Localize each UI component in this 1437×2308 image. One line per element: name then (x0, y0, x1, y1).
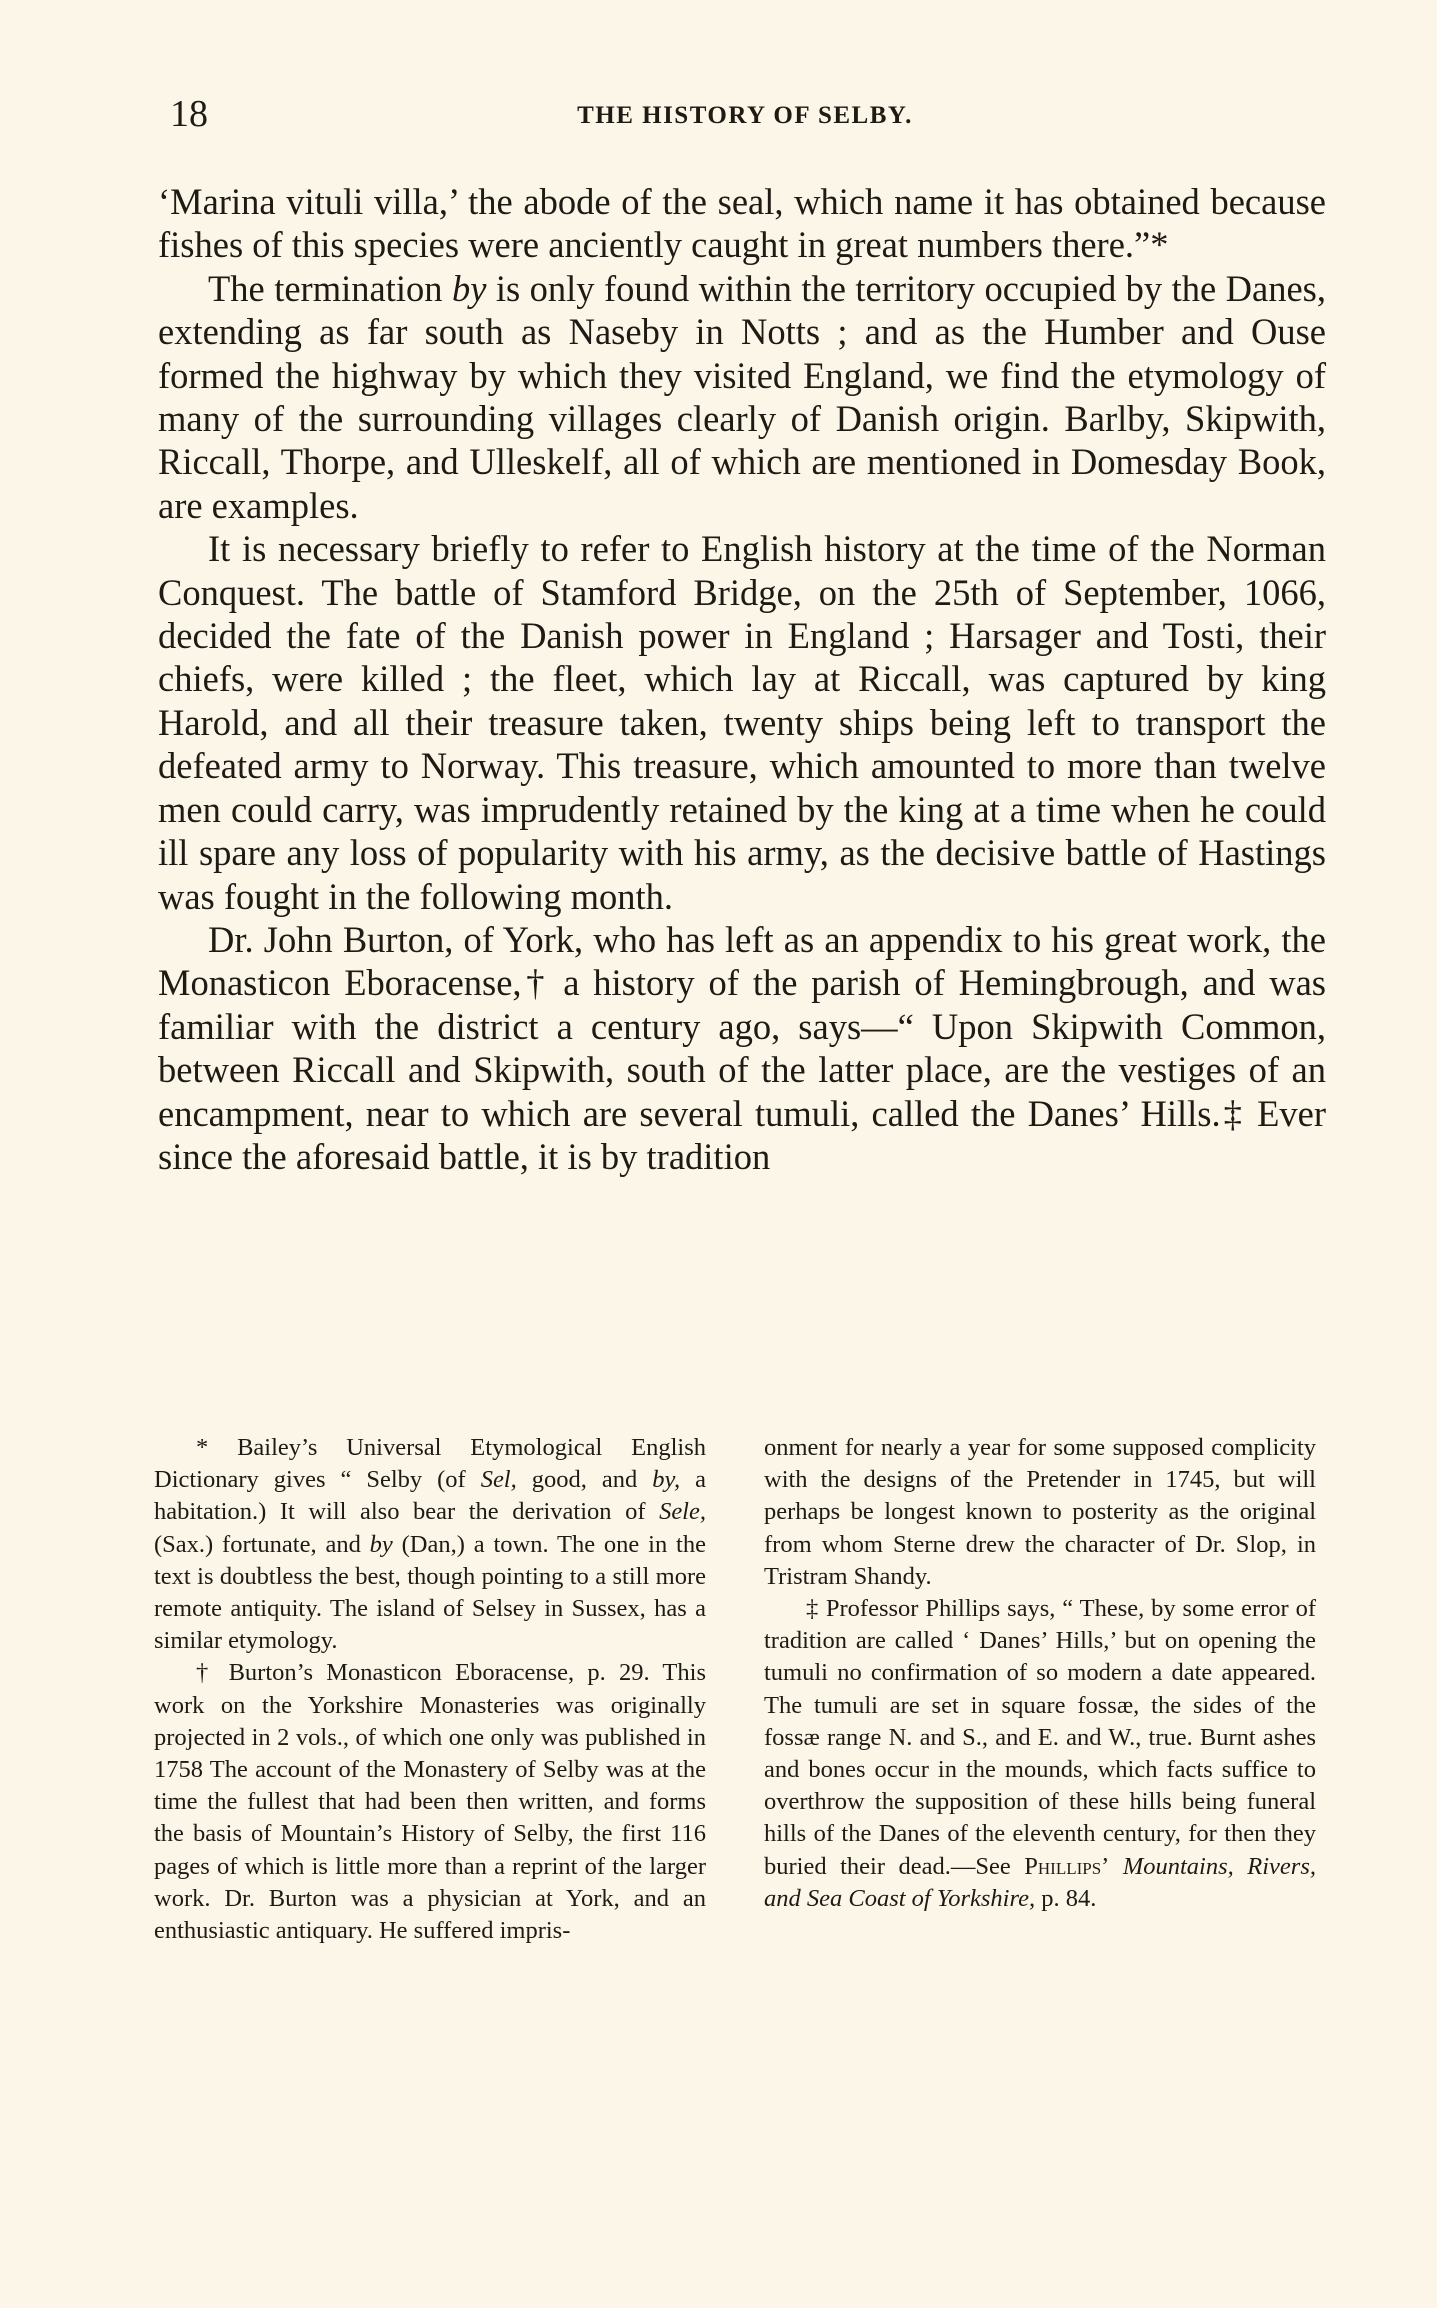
footnote-1-text-a: * Bailey’s Universal Etymological English Dictionary gives “ Selby (of (154, 1434, 706, 1494)
paragraph-2-start: The termination (208, 267, 452, 309)
footnote-1-italic-by: by, (652, 1466, 681, 1494)
paragraph-2 (158, 267, 1326, 527)
footnote-3-author: Phillips’ (1024, 1852, 1110, 1880)
footnote-1-italic-sele: Sele, (659, 1498, 706, 1526)
paragraph-2-rest: is only found within the territory occupied by the Danes, extending as far south as Naseby in Notts ; and as the Humber and Ouse formed the highway by which they visited England, we find the etymology of many of the surrounding villages clearly of Danish origin. Barlby, Skipwith, Riccall, Thorpe, and Ulleskelf, all of which are mentioned in Domesday Book, are examples. (158, 267, 1326, 526)
footnotes-right-column (764, 1432, 1316, 1947)
paragraph-4: Dr. John Burton, of York, who has left as an appendix to his great work, the Monasticon Eboracense,† a history of the parish of Hemingbrough, and was familiar with the district a century ago, says—“ Upon Skipwith Common, between Riccall and Skipwith, south of the latter place, are the vestiges of an encampment, near to which are several tumuli, called the Danes’ Hills.‡ Ever since the aforesaid battle, it is by tradition (158, 918, 1326, 1177)
page-number: 18 (170, 93, 208, 135)
footnote-1-text-e: a habitation.) It will also bear the derivation of (154, 1466, 706, 1526)
footnote-2: † Burton’s Monasticon Eboracense, p. 29. This work on the Yorkshire Monasteries was originally projected in 2 vols., of which one only was published in 1758 The account of the Monastery of Selby was at the time the fullest that had been then written, and forms the basis of Mountain’s History of Selby, the first 116 pages of which is little more than a reprint of the larger work. Dr. Burton was a physician at York, and an enthusiastic antiquary. He suffered impris- (154, 1659, 706, 1945)
footnote-3-page: p. 84. (1035, 1884, 1097, 1912)
paragraph-1: ‘Marina vituli villa,’ the abode of the seal, which name it has obtained because fishes of this species were anciently caught in great numbers there.”* (158, 181, 1326, 266)
body-text (158, 180, 1326, 1178)
footnote-1-text-i: (Dan,) a town. The one in the text is doubtless the best, though pointing to a still more remote antiquity. The island of Selsey in Sussex, has a similar etymology. (154, 1530, 706, 1655)
paragraph-3: It is necessary briefly to refer to English history at the time of the Norman Conquest. The battle of Stamford Bridge, on the 25th of September, 1066, decided the fate of the Danish power in England ; Harsager and Tosti, their chiefs, were killed ; the fleet, which lay at Riccall, was captured by king Harold, and all their treasure taken, twenty ships being left to transport the defeated army to Norway. This treasure, which amounted to more than twelve men could carry, was imprudently retained by the king at a time when he could ill spare any loss of popularity with his army, as the decisive battle of Hastings was fought in the following month. (158, 528, 1326, 917)
footnote-2-continued: onment for nearly a year for some supposed complicity with the designs of the Pretender in 1745, but will perhaps be longest known to posterity as the original from whom Sterne drew the character of Dr. Slop, in Tristram Shandy. (764, 1434, 1316, 1590)
running-title: THE HISTORY OF SELBY. (577, 102, 913, 129)
footnote-1-italic-by-2: by (369, 1530, 393, 1558)
footnote-1-italic-sel: Sel, (480, 1466, 517, 1494)
footnote-3 (764, 1593, 1316, 1915)
italic-by: by (451, 267, 487, 309)
footnote-1 (154, 1432, 706, 1657)
footnote-3-text-a: ‡ Professor Phillips says, “ These, by some error of tradition are called ‘ Danes’ Hills,’ but on opening the tumuli no confirmation of so modern a date appeared. The tumuli are set in square fossæ, the sides of the fossæ range N. and S., and E. and W., true. Burnt ashes and bones occur in the mounds, which facts suffice to overthrow the supposition of these hills being funeral hills of the Danes of the eleventh century, for then they buried their dead.—See (764, 1595, 1316, 1880)
footnotes (154, 1432, 1316, 1947)
page-header (170, 92, 1320, 142)
footnotes-left-column (154, 1432, 706, 1947)
footnote-1-text-c: good, and (516, 1466, 653, 1494)
footnote-3-book-title: Mountains, Rivers, and Sea Coast of Yorkshire, (764, 1852, 1316, 1912)
footnote-1-text-g: (Sax.) fortunate, and (154, 1530, 370, 1558)
